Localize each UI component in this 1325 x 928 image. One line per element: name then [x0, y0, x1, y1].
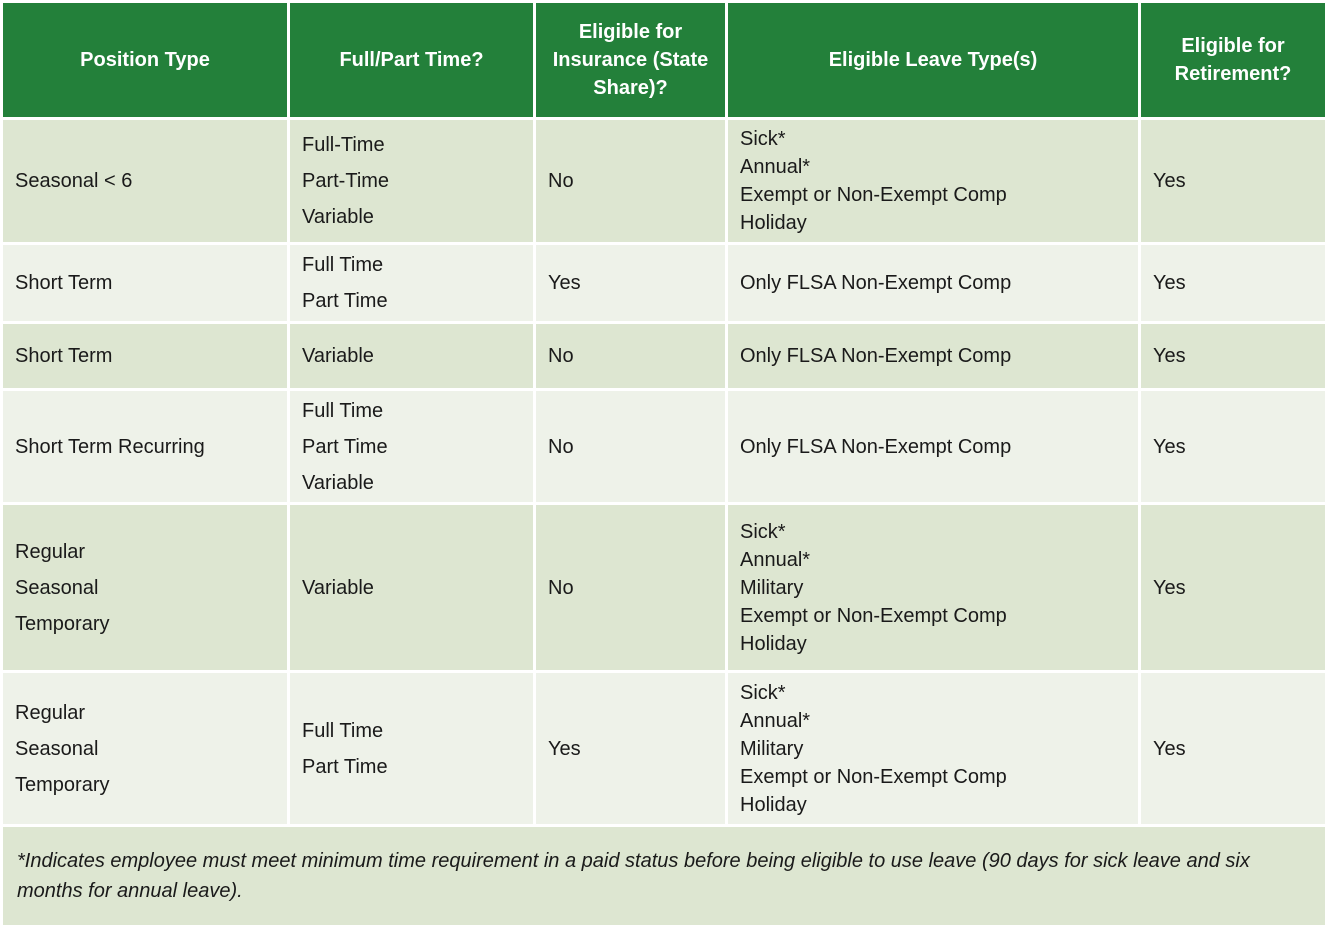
retirement-cell: Yes — [1141, 324, 1325, 387]
leave-types-cell-line: Annual* — [740, 709, 811, 732]
table-row — [3, 505, 1325, 670]
full-part-time-cell-line: Part Time — [302, 435, 388, 458]
leave-types-cell-line: Military — [740, 737, 804, 760]
position-type-cell — [3, 673, 287, 824]
header-full-part-time: Full/Part Time? — [290, 3, 533, 117]
full-part-time-cell-line: Full-Time — [302, 134, 385, 157]
leave-types-cell-line: Exempt or Non-Exempt Comp — [740, 184, 1007, 207]
leave-types-cell-line: Sick* — [740, 520, 786, 543]
leave-types-cell — [728, 245, 1138, 321]
full-part-time-cell — [290, 391, 533, 503]
position-type-cell-line: Regular — [15, 540, 86, 563]
leave-types-cell-line: Holiday — [740, 212, 807, 235]
position-type-cell — [3, 505, 287, 670]
position-type-cell-line: Temporary — [15, 612, 110, 635]
leave-types-cell-line: Sick* — [740, 681, 786, 704]
table-row — [3, 245, 1325, 321]
retirement-cell: Yes — [1141, 120, 1325, 242]
leave-types-cell — [728, 391, 1138, 503]
insurance-cell: No — [536, 324, 725, 387]
table-row — [3, 324, 1325, 387]
insurance-cell: No — [536, 391, 725, 503]
header-position-type: Position Type — [3, 3, 287, 117]
full-part-time-cell-line: Full Time — [302, 254, 384, 277]
leave-types-cell-line: Only FLSA Non-Exempt Comp — [740, 272, 1012, 295]
full-part-time-cell — [290, 120, 533, 242]
footnote-row — [3, 827, 1325, 925]
full-part-time-cell-line: Variable — [302, 345, 374, 367]
full-part-time-cell — [290, 505, 533, 670]
full-part-time-cell — [290, 245, 533, 321]
header-leave-types: Eligible Leave Type(s) — [728, 3, 1138, 117]
insurance-cell: No — [536, 505, 725, 670]
table-row — [3, 391, 1325, 503]
retirement-cell: Yes — [1141, 245, 1325, 321]
full-part-time-cell — [290, 324, 533, 387]
leave-types-cell-line: Exempt or Non-Exempt Comp — [740, 604, 1007, 627]
insurance-cell: Yes — [536, 673, 725, 824]
position-type-cell-line: Regular — [15, 701, 86, 724]
leave-types-cell — [728, 324, 1138, 387]
footnote: *Indicates employee must meet minimum time requirement in a paid status before being eligible to use leave (90 days for sick leave and six months for annual leave). — [3, 827, 1325, 925]
position-type-cell-line: Seasonal — [15, 576, 99, 599]
position-type-cell-line: Seasonal — [15, 737, 99, 760]
full-part-time-cell-line: Variable — [302, 576, 374, 599]
retirement-cell: Yes — [1141, 505, 1325, 670]
position-type-cell-line: Short Term — [15, 272, 113, 295]
position-type-cell-line: Short Term — [15, 345, 113, 367]
leave-types-cell — [728, 120, 1138, 242]
leave-types-cell-line: Annual* — [740, 156, 811, 179]
position-type-cell-line: Short Term Recurring — [15, 435, 205, 458]
full-part-time-cell-line: Full Time — [302, 399, 384, 422]
leave-types-cell-line: Annual* — [740, 548, 811, 571]
leave-types-cell-line: Only FLSA Non-Exempt Comp — [740, 435, 1012, 458]
full-part-time-cell-line: Full Time — [302, 719, 384, 742]
position-type-cell — [3, 391, 287, 503]
full-part-time-cell — [290, 673, 533, 824]
header-row — [3, 3, 1325, 117]
header-retirement-eligibility: Eligible for Retirement? — [1141, 3, 1325, 117]
position-type-cell-line: Temporary — [15, 773, 110, 796]
leave-types-cell-line: Sick* — [740, 128, 786, 151]
leave-types-cell-line: Exempt or Non-Exempt Comp — [740, 765, 1007, 788]
header-insurance-eligibility: Eligible for Insurance (State Share)? — [536, 3, 725, 117]
position-type-cell-line: Seasonal < 6 — [15, 170, 133, 193]
leave-types-cell-line: Military — [740, 576, 804, 599]
retirement-cell: Yes — [1141, 673, 1325, 824]
position-type-cell — [3, 120, 287, 242]
leave-types-cell-line: Holiday — [740, 793, 807, 816]
leave-types-cell — [728, 673, 1138, 824]
full-part-time-cell-line: Part Time — [302, 290, 388, 313]
table-row — [3, 120, 1325, 242]
position-type-cell — [3, 245, 287, 321]
full-part-time-cell-line: Part-Time — [302, 170, 390, 193]
full-part-time-cell-line: Variable — [302, 206, 374, 229]
table-row — [3, 673, 1325, 824]
leave-types-cell-line: Only FLSA Non-Exempt Comp — [740, 345, 1012, 367]
full-part-time-cell-line: Part Time — [302, 755, 388, 778]
retirement-cell: Yes — [1141, 391, 1325, 503]
insurance-cell: No — [536, 120, 725, 242]
insurance-cell: Yes — [536, 245, 725, 321]
position-type-cell — [3, 324, 287, 387]
leave-types-cell — [728, 505, 1138, 670]
full-part-time-cell-line: Variable — [302, 471, 374, 494]
leave-types-cell-line: Holiday — [740, 632, 807, 655]
